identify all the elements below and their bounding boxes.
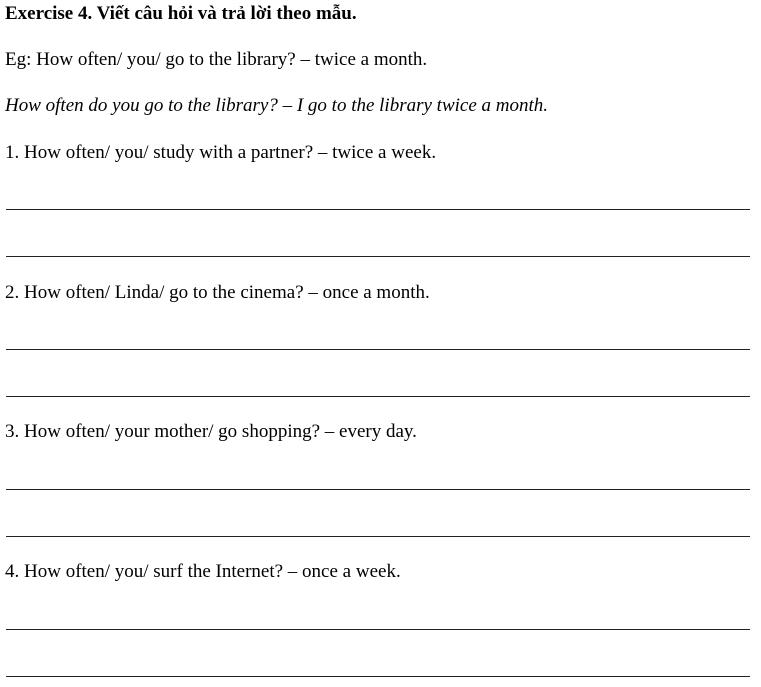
answer-line-2b[interactable] (6, 396, 750, 397)
answer-line-2a[interactable] (6, 349, 750, 350)
answer-line-3a[interactable] (6, 489, 750, 490)
answer-line-4b[interactable] (6, 676, 750, 677)
question-3: 3. How often/ your mother/ go shopping? – every day. (5, 421, 417, 442)
answer-line-1a[interactable] (6, 209, 750, 210)
answer-line-4a[interactable] (6, 629, 750, 630)
answer-line-1b[interactable] (6, 256, 750, 257)
question-1: 1. How often/ you/ study with a partner? – twice a week. (5, 142, 437, 163)
exercise-title: Exercise 4. Viết câu hỏi và trả lời theo mẫu. (5, 3, 357, 24)
answer-line-3b[interactable] (6, 536, 750, 537)
example-prompt: Eg: How often/ you/ go to the library? – twice a month. (5, 49, 428, 70)
example-answer: How often do you go to the library? – I go to the library twice a month. (5, 95, 549, 116)
question-4: 4. How often/ you/ surf the Internet? – once a week. (5, 561, 401, 582)
question-2: 2. How often/ Linda/ go to the cinema? – once a month. (5, 282, 430, 303)
